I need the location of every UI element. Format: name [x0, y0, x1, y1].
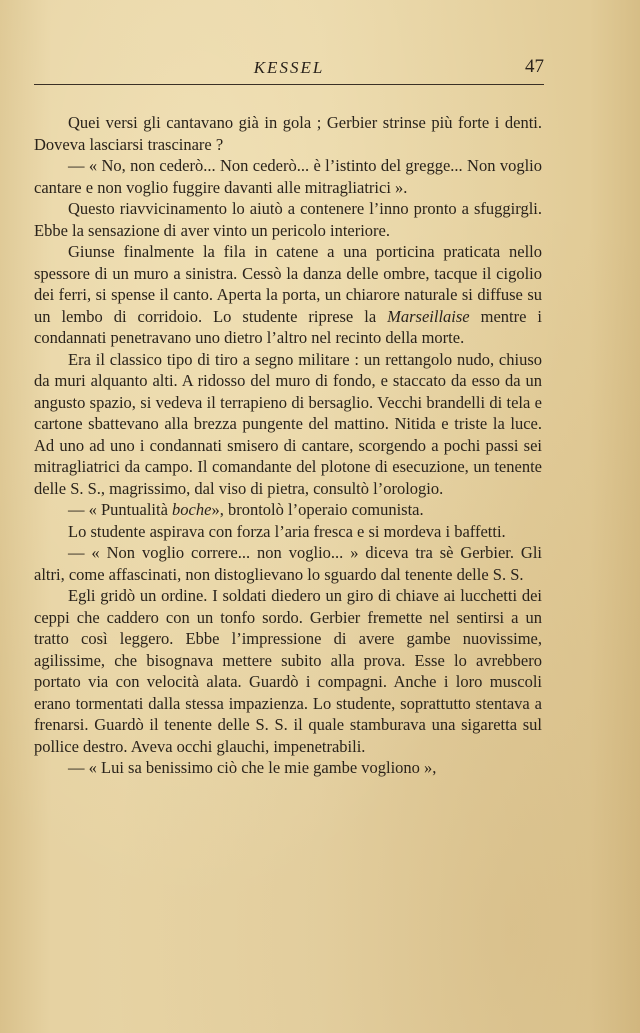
text-run: — « Puntualità: [68, 500, 168, 519]
body-text: [34, 112, 542, 779]
paragraph: [34, 241, 542, 349]
italic-title: Marseillaise: [387, 306, 470, 326]
paragraph: Lo studente aspirava con forza l’aria fresca e si mordeva i baffetti.: [68, 521, 506, 541]
page-number: 47: [525, 56, 544, 77]
dialogue-paragraph: — « Lui sa benissimo ciò che le mie gambe vogliono »,: [68, 758, 437, 777]
text-run: », brontolò l’operaio comunista.: [211, 500, 424, 519]
text-run: mentre i condannati penetravano uno dietro l’altro nel recinto della morte.: [34, 306, 542, 347]
dialogue-paragraph: — « Non voglio correre... non voglio... » diceva tra sè Gerbier. Gli altri, come affascinati, non distoglievano lo sguardo dal tenente delle S. S.: [34, 543, 542, 584]
running-head: KESSEL: [253, 58, 325, 77]
paragraph: Questo riavvicinamento lo aiutò a contenere l’inno pronto a sfuggirgli. Ebbe la sensazione di aver vinto un pericolo interiore.: [34, 199, 542, 240]
dialogue-paragraph: — « No, non cederò... Non cederò... è l’istinto del gregge... Non voglio cantare e non voglio fuggire davanti alle mitragliatrici ».: [34, 156, 542, 197]
italic-word: boche: [172, 500, 212, 519]
dialogue-paragraph: [34, 499, 542, 521]
paragraph: Egli gridò un ordine. I soldati diedero un giro di chiave ai lucchetti dei ceppi che caddero con un tonfo sordo. Gerbier fremette nel sentirsi a un tratto così leggero. Ebbe l’impressione di avere gambe nuovissime, agilissime, che bisognava mettere subito alla prova. Esse lo avrebbero portato via con velocità alata. Guardò i compagni. Anche i loro muscoli erano tormentati dalla stessa impazienza. Lo studente, soprattutto stentava a frenarsi. Guardò il tenente delle S. S. il quale stamburava una sigaretta sul pollice destro. Aveva occhi glauchi, impenetrabili.: [34, 586, 542, 756]
paragraph: Quei versi gli cantavano già in gola ; Gerbier strinse più forte i denti. Doveva lasciarsi trascinare ?: [34, 113, 542, 154]
paragraph: Era il classico tipo di tiro a segno militare : un rettangolo nudo, chiuso da muri alquanto alti. A ridosso del muro di fondo, e staccato da esso da un angusto spazio, si vedeva il terrapieno di bersaglio. Vecchi brandelli di tela e cartone sbattevano alla brezza pungente del mattino. Nitida e triste la luce. Ad uno ad uno i condannati smisero di cantare, scorgendo a pochi passi sei mitragliatrici da campo. Il comandante del plotone di esecuzione, un tenente delle S. S., magrissimo, dal viso di pietra, consultò l’orologio.: [34, 349, 542, 498]
text-run: Giunse finalmente la fila in catene a una porticina praticata nello spessore di un muro a sinistra. Cessò la danza delle ombre, tacque il cigolio dei ferri, si spense il canto. Aperta la porta, un chiarore naturale si diffuse su un lembo di corridoio. Lo studente riprese la: [34, 242, 542, 326]
page-header: [34, 56, 544, 85]
